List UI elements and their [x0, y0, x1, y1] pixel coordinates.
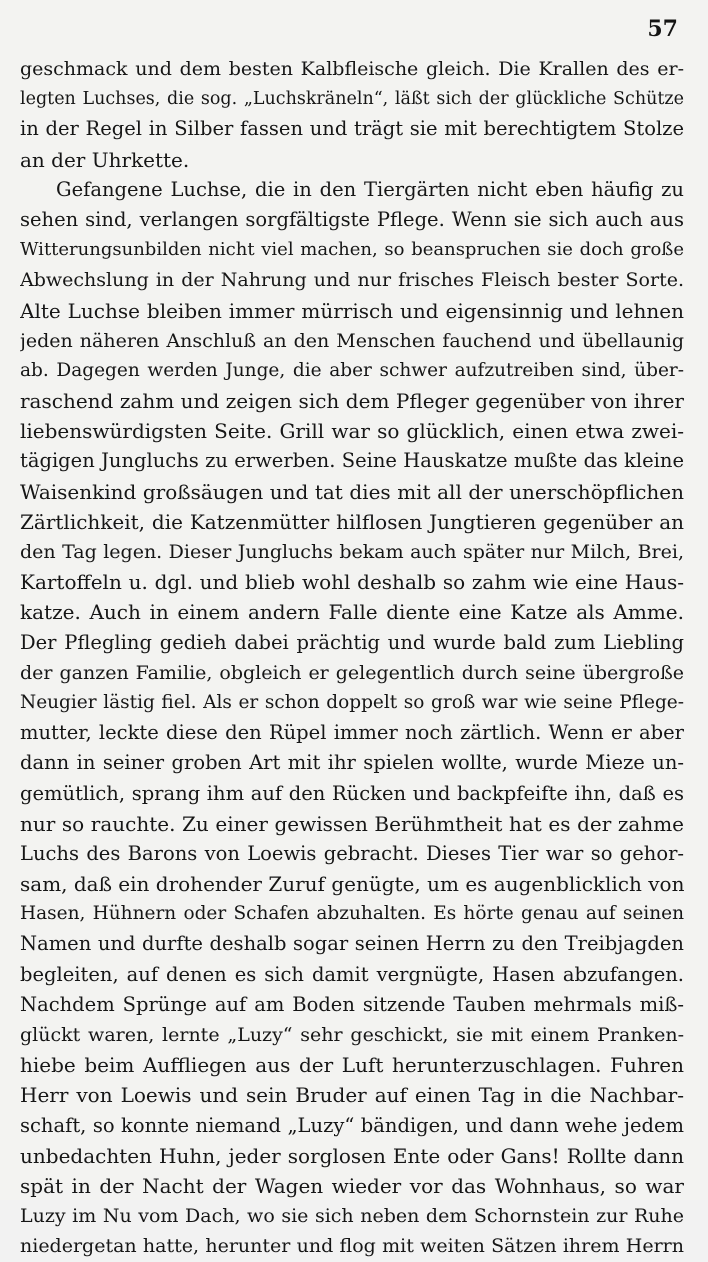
text-line: der ganzen Familie, obgleich er gelegentlich durch seine übergroße: [20, 661, 684, 684]
text-line: tägigen Jungluchs zu erwerben. Seine Hauskatze mußte das kleine: [20, 449, 684, 473]
text-line: Luzy im Nu vom Dach, wo sie sich neben dem Schornstein zur Ruhe: [20, 1205, 684, 1228]
text-line: Nachdem Sprünge auf am Boden sitzende Tauben mehrmals miß-: [20, 992, 684, 1016]
text-line: dann in seiner groben Art mit ihr spielen wollte, wurde Mieze un-: [20, 751, 684, 775]
text-line: Abwechslung in der Nahrung und nur frisches Fleisch bester Sorte.: [20, 269, 684, 292]
text-line: den Tag legen. Dieser Jungluchs bekam auch später nur Milch, Brei,: [20, 541, 684, 563]
text-line: ab. Dagegen werden Junge, die aber schwer aufzutreiben sind, über-: [20, 359, 684, 381]
text-line: geschmack und dem besten Kalbfleische gleich. Die Krallen des er-: [20, 58, 684, 80]
paragraph: [20, 54, 684, 175]
text-line: Waisenkind großsäugen und tat dies mit all der unerschöpflichen: [20, 479, 684, 504]
text-line: sehen sind, verlangen sorgfältigste Pflege. Wenn sie sich auch aus: [20, 207, 684, 231]
text-line: Der Pflegling gedieh dabei prächtig und wurde bald zum Liebling: [20, 630, 684, 654]
text-line: niedergetan hatte, herunter und flog mit weiten Sätzen ihrem Herrn: [20, 1235, 684, 1258]
text-line: mutter, leckte diese den Rüpel immer noch zärtlich. Wenn er aber: [20, 721, 684, 745]
page-number: 57: [647, 16, 678, 42]
text-line: Gefangene Luchse, die in den Tiergärten nicht eben häufig zu: [56, 177, 684, 201]
text-line: liebenswürdigsten Seite. Grill war so glücklich, einen etwa zwei-: [20, 419, 684, 444]
text-line: Namen und durfte deshalb sogar seinen Herrn zu den Treibjagden: [20, 932, 684, 956]
text-line: glückt waren, lernte „Luzy“ sehr geschickt, sie mit einem Pranken-: [20, 1024, 684, 1046]
text-line: an der Uhrkette.: [20, 147, 190, 172]
text-line: Hasen, Hühnern oder Schafen abzuhalten. Es hörte genau auf seinen: [20, 903, 684, 925]
text-line: Witterungsunbilden nicht viel machen, so beanspruchen sie doch große: [20, 239, 684, 261]
text-line: in der Regel in Silber fassen und trägt sie mit berechtigtem Stolze: [20, 117, 684, 141]
text-line: raschend zahm und zeigen sich dem Pfleger gegenüber von ihrer: [20, 389, 684, 414]
text-line: hiebe beim Auffliegen aus der Luft herunterzuschlagen. Fuhren: [20, 1053, 684, 1078]
text-line: Alte Luchse bleiben immer mürrisch und eigensinnig und lehnen: [20, 298, 684, 323]
text-line: gemütlich, sprang ihm auf den Rücken und backpfeifte ihn, daß es: [20, 781, 684, 805]
text-line: legten Luchses, die sog. „Luchskräneln“, läßt sich der glückliche Schütze: [20, 89, 684, 110]
text-line: unbedachten Huhn, jeder sorglosen Ente oder Gans! Rollte dann: [20, 1143, 684, 1168]
text-line: schaft, so konnte niemand „Luzy“ bändigen, und dann wehe jedem: [20, 1113, 684, 1137]
text-line: Herr von Loewis und sein Bruder auf einen Tag in die Nachbar-: [20, 1083, 684, 1108]
text-line: sam, daß ein drohender Zuruf genügte, um es augenblicklich von: [20, 872, 684, 897]
text-line: spät in der Nacht der Wagen wieder vor das Wohnhaus, so war: [20, 1173, 684, 1198]
text-line: Zärtlichkeit, die Katzenmütter hilflosen Jungtieren gegenüber an: [20, 509, 684, 534]
text-line: katze. Auch in einem andern Falle diente eine Katze als Amme.: [20, 600, 684, 625]
text-line: begleiten, auf denen es sich damit vergnügte, Hasen abzufangen.: [20, 962, 684, 986]
text-line: nur so rauchte. Zu einer gewissen Berühmtheit hat es der zahme: [20, 811, 684, 836]
text-line: Neugier lästig fiel. Als er schon doppelt so groß war wie seine Pflege-: [20, 691, 684, 713]
text-line: Kartoffeln u. dgl. und blieb wohl deshalb so zahm wie eine Haus-: [20, 570, 684, 595]
text-line: Luchs des Barons von Loewis gebracht. Dieses Tier war so gehor-: [20, 841, 684, 865]
body-text: [20, 54, 684, 1262]
paragraph: [20, 175, 684, 1262]
text-line: jeden näheren Anschluß an den Menschen fauchend und übellaunig: [20, 329, 684, 352]
